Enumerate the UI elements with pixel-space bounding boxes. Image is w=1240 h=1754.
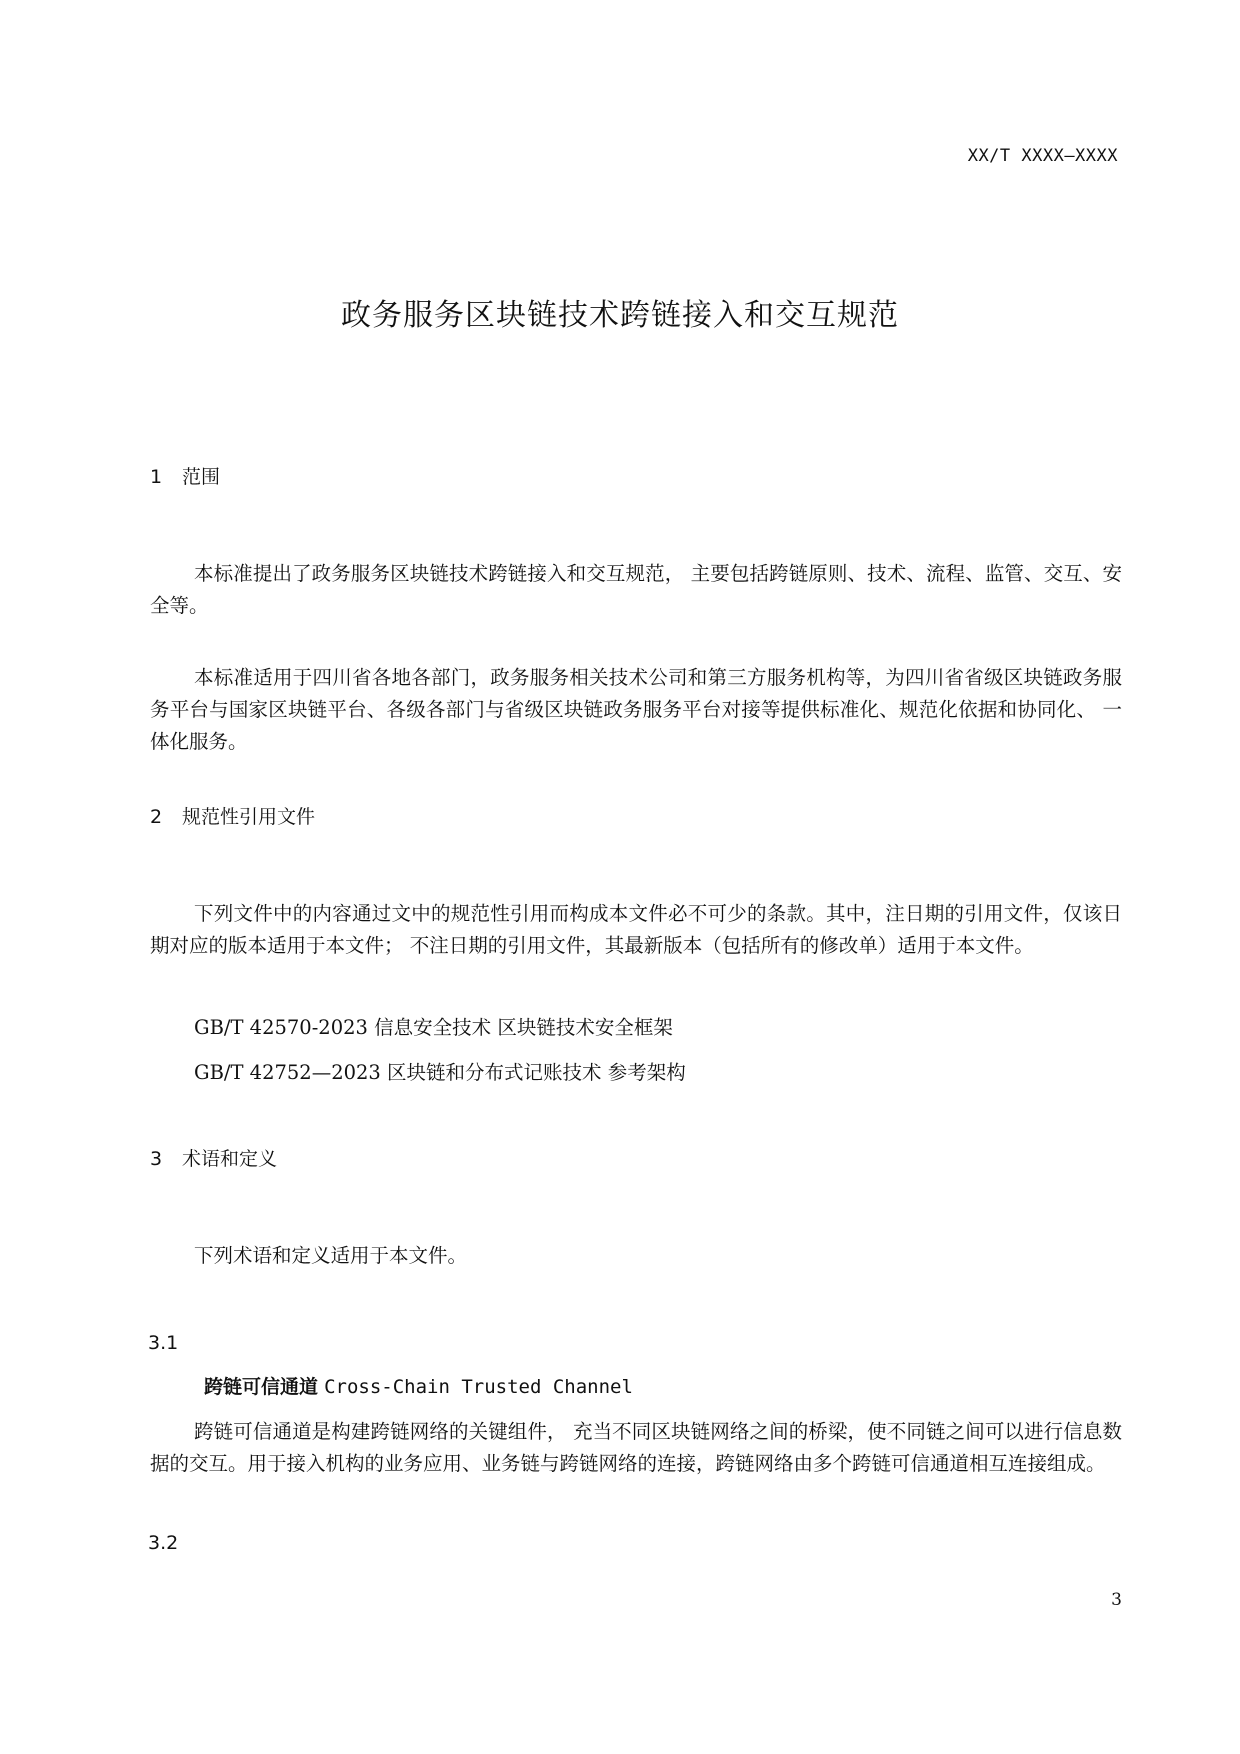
term-title-en: Cross-Chain Trusted Channel [324,1376,633,1398]
term-title [204,1372,633,1399]
section-title: 范围 [182,466,221,488]
term-number: 3.2 [148,1532,179,1554]
document-title: 政务服务区块链技术跨链接入和交互规范 [341,298,899,333]
section-1-heading [150,462,220,489]
term-number: 3.1 [148,1332,179,1354]
term-title-zh: 跨链可信通道 [204,1376,319,1398]
section-2-heading [150,802,315,829]
standard-code: XX/T XXXX—XXXX [967,146,1118,166]
section-number: 3 [150,1148,163,1170]
term-definition: 跨链可信通道是构建跨链网络的关键组件， 充当不同区块链网络之间的桥梁，使不同链之间可以进行信息数据的交互。用于接入机构的业务应用、业务链与跨链网络的连接，跨链网络由多个跨链可信通道相互连接组成。 [150,1420,1122,1475]
section-title: 术语和定义 [182,1148,278,1170]
reference-item: GB/T 42752—2023 区块链和分布式记账技术 参考架构 [194,1061,686,1084]
page-number: 3 [1111,1590,1122,1610]
section-1-paragraph-2: 本标准适用于四川省各地各部门，政务服务相关技术公司和第三方服务机构等，为四川省省级区块链政务服务平台与国家区块链平台、各级各部门与省级区块链政务服务平台对接等提供标准化、规范化依据和协同化、 一体化服务。 [150,666,1122,753]
section-number: 1 [150,466,163,488]
section-1-paragraph-1: 本标准提出了政务服务区块链技术跨链接入和交互规范， 主要包括跨链原则、技术、流程、监管、交互、安全等。 [150,562,1122,617]
section-title: 规范性引用文件 [182,806,316,828]
section-3-heading [150,1144,277,1171]
reference-item: GB/T 42570-2023 信息安全技术 区块链技术安全框架 [194,1016,673,1039]
section-3-paragraph-1: 下列术语和定义适用于本文件。 [194,1244,468,1267]
section-number: 2 [150,806,163,828]
section-2-paragraph-1: 下列文件中的内容通过文中的规范性引用而构成本文件必不可少的条款。其中，注日期的引用文件，仅该日期对应的版本适用于本文件； 不注日期的引用文件，其最新版本（包括所有的修改单）适用于本文件。 [150,902,1122,957]
